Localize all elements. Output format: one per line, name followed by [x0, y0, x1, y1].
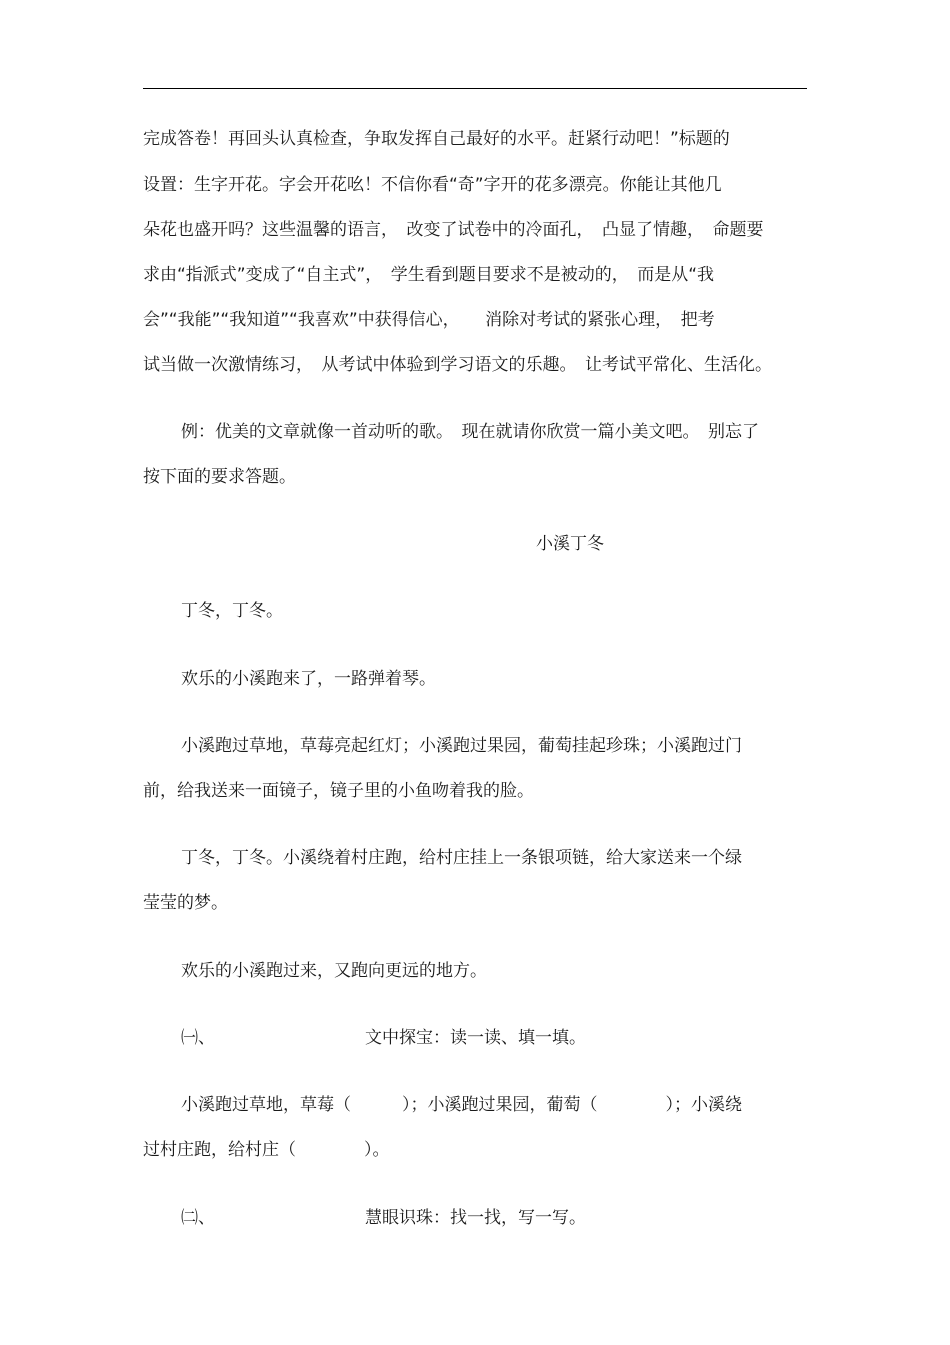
intro-line-6: 试当做一次激情练习， 从考试中体验到学习语文的乐趣。 让考试平常化、生活化。: [143, 355, 772, 375]
question-2-number: ㈡、: [181, 1208, 215, 1228]
example-line-1: 例：优美的文章就像一首动听的歌。 现在就请你欣赏一篇小美文吧。 别忘了: [181, 422, 759, 442]
intro-line-5: 会”“我能”“我知道”“我喜欢”中获得信心， 消除对考试的紧张心理， 把考: [143, 310, 715, 330]
poem-paragraph-1: 丁冬，丁冬。: [181, 601, 283, 621]
poem-paragraph-3-line-1: 小溪跑过草地，草莓亮起红灯；小溪跑过果园，葡萄挂起珍珠；小溪跑过门: [181, 736, 742, 756]
poem-paragraph-3-line-2: 前，给我送来一面镜子，镜子里的小鱼吻着我的脸。: [143, 781, 534, 801]
question-1-line-2: 过村庄跑，给村庄（ ）。: [143, 1140, 390, 1160]
poem-title: 小溪丁冬: [536, 534, 604, 554]
question-1-number: ㈠、: [181, 1028, 215, 1048]
example-line-2: 按下面的要求答题。: [143, 467, 296, 487]
poem-paragraph-5: 欢乐的小溪跑过来，又跑向更远的地方。: [181, 961, 487, 981]
intro-line-4: 求由“指派式”变成了“自主式”， 学生看到题目要求不是被动的， 而是从“我: [143, 265, 715, 285]
intro-line-1: 完成答卷！再回头认真检查，争取发挥自己最好的水平。赶紧行动吧！”标题的: [143, 129, 730, 149]
question-1-title: 文中探宝：读一读、填一填。: [365, 1028, 586, 1048]
header-rule: [143, 88, 807, 89]
intro-line-2: 设置：生字开花。字会开花吆！不信你看“奇”字开的花多漂亮。你能让其他几: [143, 175, 722, 195]
poem-paragraph-2: 欢乐的小溪跑来了，一路弹着琴。: [181, 669, 436, 689]
poem-paragraph-4-line-2: 莹莹的梦。: [143, 893, 228, 913]
question-1-line-1: 小溪跑过草地，草莓（ ）；小溪跑过果园，葡萄（ ）；小溪绕: [181, 1095, 742, 1115]
intro-line-3: 朵花也盛开吗？这些温馨的语言， 改变了试卷中的冷面孔， 凸显了情趣， 命题要: [143, 220, 764, 240]
question-2-title: 慧眼识珠：找一找，写一写。: [365, 1208, 586, 1228]
poem-paragraph-4-line-1: 丁冬，丁冬。小溪绕着村庄跑，给村庄挂上一条银项链，给大家送来一个绿: [181, 848, 742, 868]
